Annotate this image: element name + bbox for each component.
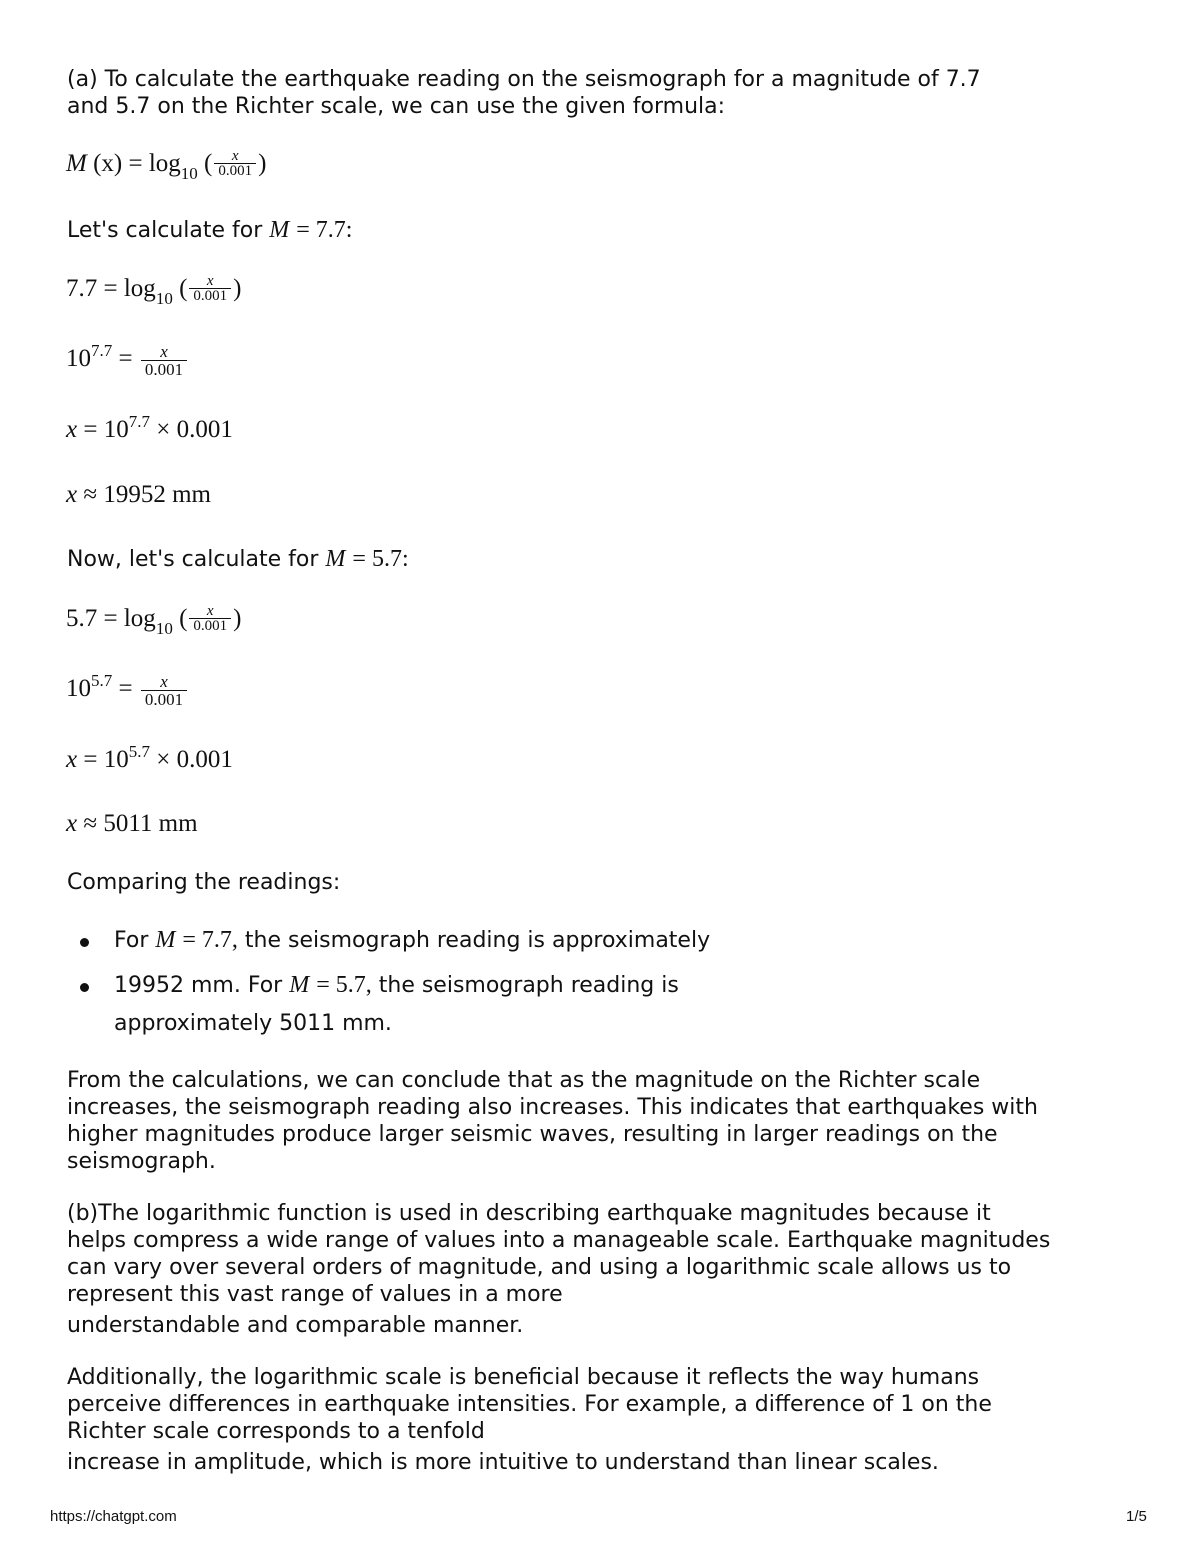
additional-line-2: perceive differences in earthquake intensities. For example, a difference of 1 on the (67, 1392, 992, 1417)
calc-77-lead (67, 217, 352, 244)
bullet2-post: the seismograph reading is (378, 973, 679, 998)
intro-line-1: (a) To calculate the earthquake reading on the seismograph for a magnitude of 7.7 (67, 67, 981, 92)
calc-57-step1-num: x (206, 602, 214, 619)
conclusion-line-3: higher magnitudes produce larger seismic waves, resulting in larger readings on the (67, 1122, 998, 1147)
calc-57-step-1: $5.7 = \log_{10}$ ( $\frac{x}{0.001}$ ) (66, 602, 242, 638)
formula-func: M (66, 150, 87, 177)
calc-77-step1-den: 0.001 (189, 288, 231, 303)
calc-57-step1-base: 10 (155, 619, 173, 638)
calc-57-lead-text: Now, let's calculate for (67, 547, 319, 572)
formula-den: 0.001 (214, 163, 256, 178)
calc-57-step2-num: x (160, 672, 168, 691)
calc-77-step2-exp: 7.7 (91, 341, 113, 361)
part-b-line-2: helps compress a wide range of values into a manageable scale. Earthquake magnitudes (67, 1228, 1051, 1253)
calc-77-step1-fraction (189, 274, 231, 303)
intro-line-2: and 5.7 on the Richter scale, we can use the given formula: (67, 94, 726, 119)
calc-77-step2-fraction (141, 343, 187, 378)
calc-57-step1-lhs: 5.7 = (66, 605, 118, 632)
conclusion-line-1: From the calculations, we can conclude that as the magnitude on the Richter scale (67, 1068, 981, 1093)
calc-57-eq: = 5.7: (352, 546, 409, 572)
calc-77-lead-text: Let's calculate for (67, 218, 263, 243)
calc-77-step2-base: 10 (66, 345, 91, 373)
calc-77-step3-exp: 7.7 (128, 412, 150, 431)
calc-77-result (66, 481, 211, 509)
calc-77-step-2: $10^{7.7}$ = $\frac{x}{0.001}$ (66, 343, 189, 378)
calc-57-var: M (325, 546, 346, 572)
calc-77-step-3 (66, 412, 233, 444)
part-b-paragraph (67, 1200, 1123, 1339)
calc-77-step1-log: log (123, 275, 156, 302)
additional-line-1: Additionally, the logarithmic scale is beneficial because it reflects the way humans (67, 1365, 980, 1390)
additional-line-4: increase in amplitude, which is more intuitive to understand than linear scales. (67, 1450, 939, 1475)
calc-77-step-1: $7.7 = \log_{10}$ ( $\frac{x}{0.001}$ ) (66, 272, 242, 308)
calc-57-step2-fraction (141, 673, 187, 708)
formula-log: log (148, 150, 181, 177)
calc-77-step3-eq: = 10 (83, 416, 129, 443)
bullet1-post: the seismograph reading is approximately (244, 928, 711, 953)
calc-57-step-2: $10^{5.7}$ = $\frac{x}{0.001}$ (66, 673, 189, 708)
calc-57-step-3 (66, 742, 233, 774)
calc-57-step2-base: 10 (66, 675, 91, 703)
part-b-line-5: understandable and comparable manner. (67, 1313, 524, 1338)
richter-formula: M $(x) = \log_{10}$ ( $\frac{x}{0.001}$ ) (66, 147, 267, 183)
bullet2-val: = 5.7, (316, 972, 372, 998)
calc-57-result (66, 810, 198, 838)
formula-eq: = (128, 150, 143, 177)
calc-77-eq: = 7.7: (296, 217, 353, 243)
conclusion-line-4: seismograph. (67, 1149, 216, 1174)
calc-77-result-x: x (66, 481, 78, 508)
calc-77-step3-tail: × 0.001 (156, 416, 233, 443)
calc-77-step1-num: x (206, 272, 214, 289)
calc-57-step3-x: x (66, 746, 78, 773)
calc-77-result-value: ≈ 19952 mm (83, 481, 211, 508)
calc-77-step1-lhs: 7.7 = (66, 275, 118, 302)
formula-arg: (x) (93, 150, 123, 177)
footer-page-number: 1/5 (1126, 1508, 1147, 1525)
part-a-intro (67, 66, 1123, 120)
calc-57-step1-log: log (123, 605, 156, 632)
formula-fraction (214, 149, 256, 178)
calc-57-step1-den: 0.001 (189, 618, 231, 633)
comparison-heading: Comparing the readings: (67, 870, 341, 895)
calc-57-result-x: x (66, 810, 78, 837)
footer-url: https://chatgpt.com (50, 1508, 177, 1525)
calc-57-lead (67, 546, 409, 573)
calc-57-step2-exp: 5.7 (91, 671, 113, 691)
calc-57-step3-tail: × 0.001 (156, 746, 233, 773)
part-b-line-4: represent this vast range of values in a more (67, 1282, 563, 1307)
comparison-bullet-1 (114, 927, 710, 954)
bullet1-val: = 7.7, (182, 927, 238, 953)
formula-base: 10 (180, 164, 198, 183)
calc-77-step3-x: x (66, 416, 78, 443)
part-b-line-3: can vary over several orders of magnitude, and using a logarithmic scale allows us to (67, 1255, 1012, 1280)
calc-57-result-value: ≈ 5011 mm (83, 810, 198, 837)
calc-77-step2-num: x (160, 342, 168, 361)
bullet2-var: M (289, 972, 310, 998)
additional-paragraph (67, 1364, 1123, 1476)
formula-num: x (231, 147, 239, 164)
calc-77-var: M (269, 217, 290, 243)
comparison-bullet-2-continuation: approximately 5011 mm. (114, 1011, 392, 1036)
bullet-dot-1 (80, 938, 89, 947)
calc-57-step2-den: 0.001 (141, 690, 187, 708)
calc-77-step2-den: 0.001 (141, 360, 187, 378)
calc-57-step3-exp: 5.7 (128, 742, 150, 761)
calc-77-step1-base: 10 (155, 289, 173, 308)
additional-line-3: Richter scale corresponds to a tenfold (67, 1419, 485, 1444)
bullet-dot-2 (80, 983, 89, 992)
comparison-bullet-2 (114, 972, 679, 999)
conclusion-line-2: increases, the seismograph reading also increases. This indicates that earthquakes with (67, 1095, 1038, 1120)
calc-57-step3-eq: = 10 (83, 746, 129, 773)
conclusion-paragraph (67, 1067, 1123, 1175)
bullet1-var: M (155, 927, 176, 953)
bullet1-pre: For (114, 928, 149, 953)
bullet2-pre: 19952 mm. For (114, 973, 283, 998)
part-b-line-1: (b)The logarithmic function is used in describing earthquake magnitudes because it (67, 1201, 991, 1226)
calc-57-step1-fraction (189, 604, 231, 633)
